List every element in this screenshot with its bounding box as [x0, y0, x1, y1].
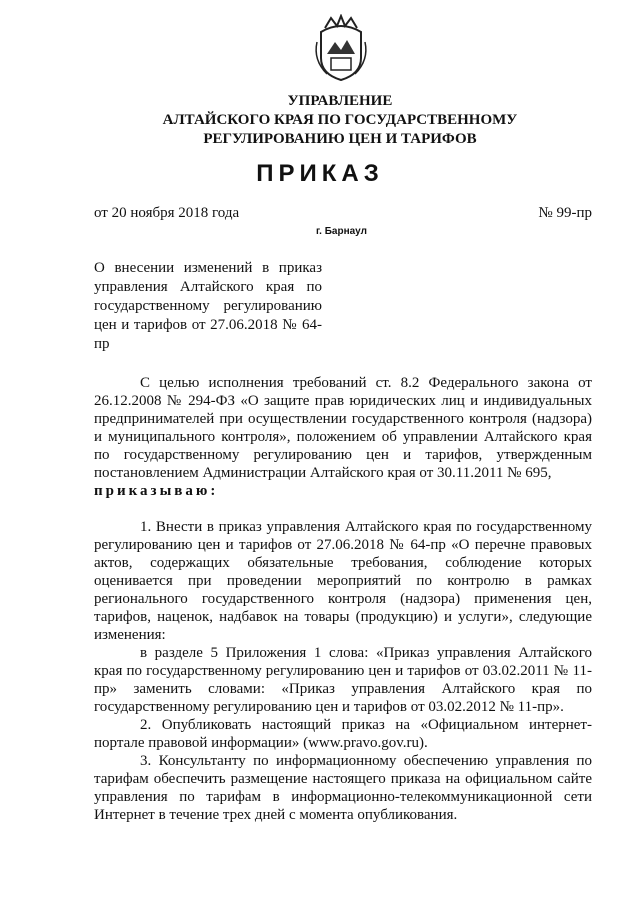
item-1: 1. Внести в приказ управления Алтайского края по государственному регулированию цен и тарифов от 27.06.2018 № 64-пр «О перечне правовых актов, содержащих обязательные требования, соблюдение которых оценивается при проведении мероприятий по контролю в рамках регионального государственного контроля (надзора) применения цен, тарифов, наценок, надбавок на товары (продукцию) и услуги», следующие изменения: [94, 519, 592, 643]
preamble: С целью исполнения требований ст. 8.2 Федерального закона от 26.12.2008 № 294-ФЗ «О защите прав юридических лиц и индивидуальных предпринимателей при осуществлении государственного контроля (надзора) и муниципального контроля», положением об управлении Алтайского края по государственному регулированию цен и тарифов, утвержденным постановлением Администрации Алтайского края от 30.11.2011 № 695, [94, 375, 592, 481]
item-1-change: в разделе 5 Приложения 1 слова: «Приказ управления Алтайского края по государственному регулированию цен и тарифов от 03.02.2011 № 11-пр» заменить словами: «Приказ управления Алтайского края по государственному регулированию цен и тарифов от 03.02.2012 № 11-пр». [94, 645, 592, 715]
document-body [94, 374, 592, 824]
document-city: г. Барнаул [316, 226, 367, 237]
document-title: ПРИКАЗ [256, 160, 384, 187]
item-3: 3. Консультанту по информационному обеспечению управления по тарифам обеспечить размещение настоящего приказа на официальном сайте управления по тарифам в информационно-телекоммуникационной сети Интернет в течение трех дней с момента опубликования. [94, 753, 592, 823]
order-word: приказываю: [94, 483, 219, 499]
document-date: от 20 ноября 2018 года [94, 205, 240, 221]
document-number: № 99-пр [538, 205, 592, 221]
item-2: 2. Опубликовать настоящий приказ на «Официальном интернет-портале правовой информации» (www.pravo.gov.ru). [94, 717, 592, 751]
document-subject: О внесении изменений в приказ управления Алтайского края по государственному регулированию цен и тарифов от 27.06.2018 № 64-пр [94, 260, 322, 352]
header-line-3: РЕГУЛИРОВАНИЮ ЦЕН И ТАРИФОВ [203, 131, 477, 147]
organization-header [160, 92, 520, 149]
coat-of-arms-icon [311, 14, 371, 84]
header-line-1: УПРАВЛЕНИЕ [287, 93, 393, 109]
header-line-2: АЛТАЙСКОГО КРАЯ ПО ГОСУДАРСТВЕННОМУ [162, 112, 518, 128]
